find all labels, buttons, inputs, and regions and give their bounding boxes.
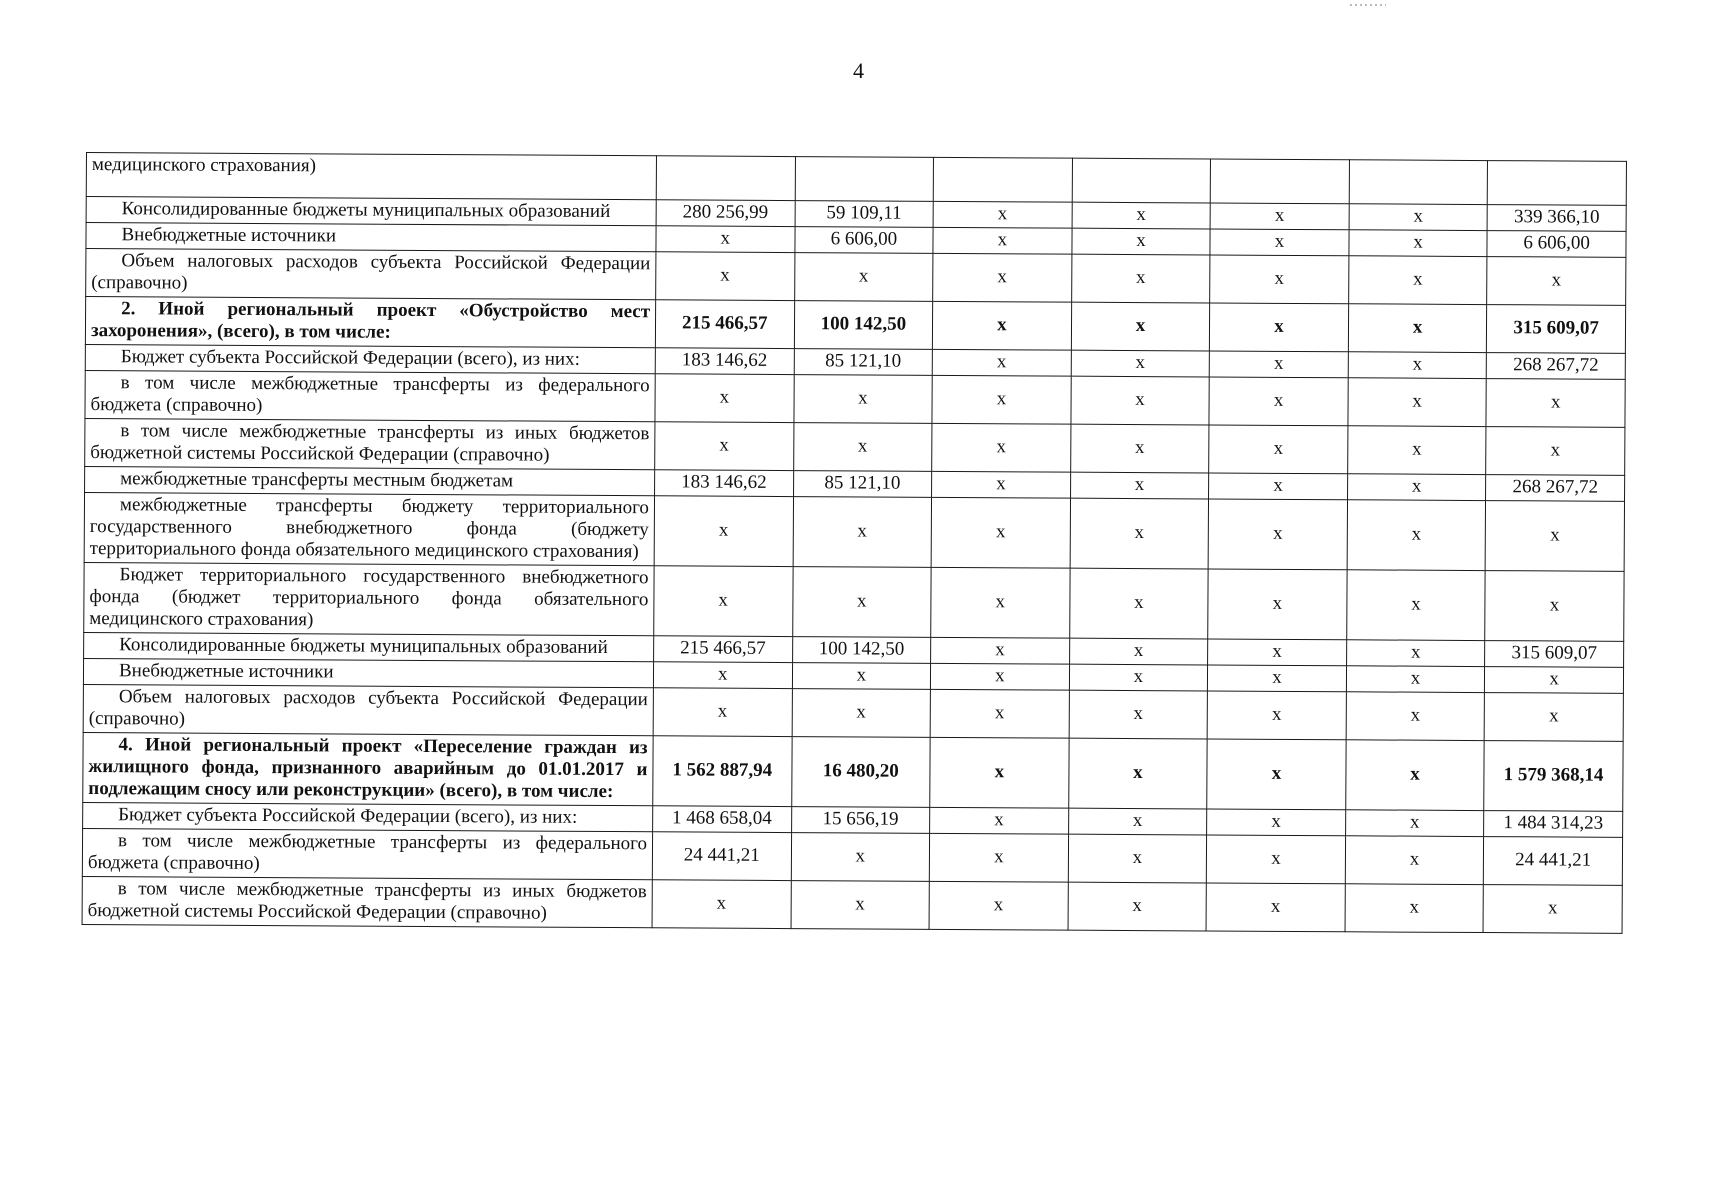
value-cell: x: [656, 226, 795, 253]
value-cell: x: [1207, 739, 1346, 810]
value-cell: x: [793, 497, 932, 568]
value-cell: x: [1210, 229, 1349, 256]
value-cell: x: [929, 881, 1068, 930]
value-cell: x: [1068, 882, 1207, 931]
row-label-cell: [85, 297, 655, 348]
value-cell: 1 468 658,04: [653, 806, 792, 833]
table-row: [84, 562, 1624, 641]
value-cell: x: [1207, 835, 1346, 884]
value-cell: 215 466,57: [654, 636, 793, 663]
value-cell: x: [1347, 474, 1486, 501]
value-cell: x: [1349, 204, 1488, 231]
row-label: Бюджет территориального государственного внебюджетного фонда (бюджет территориального фонда обязательного медицинского страхования): [89, 564, 649, 631]
value-cell: 315 609,07: [1487, 305, 1626, 354]
value-cell: x: [1069, 568, 1208, 639]
row-label: в том числе межбюджетные трансферты из федерального бюджета (справочно): [90, 372, 650, 417]
row-label-cell: [84, 562, 654, 635]
row-label: межбюджетные трансферты местным бюджетам: [120, 468, 514, 492]
value-cell: 16 480,20: [791, 737, 930, 808]
value-cell: 85 121,10: [794, 349, 933, 376]
value-cell: 268 267,72: [1487, 353, 1626, 380]
value-cell: x: [1346, 640, 1485, 667]
row-label-cell: [83, 658, 653, 687]
row-label: в том числе межбюджетные трансферты из иных бюджетов бюджетной системы Российской Федерации (справочно): [90, 420, 650, 466]
row-label-cell: [82, 876, 652, 927]
row-label: Консолидированные бюджеты муниципальных образований: [119, 634, 608, 659]
value-cell: 100 142,50: [792, 637, 931, 664]
table-row: [84, 492, 1624, 571]
value-cell: x: [931, 567, 1070, 638]
value-cell: x: [931, 637, 1070, 664]
value-cell: x: [932, 423, 1071, 472]
value-cell: [1349, 160, 1488, 205]
value-cell: 1 579 368,14: [1484, 741, 1623, 812]
row-label-cell: [86, 197, 656, 226]
value-cell: x: [933, 253, 1072, 302]
value-cell: 100 142,50: [794, 301, 933, 350]
value-cell: x: [792, 689, 931, 738]
row-label-cell: [85, 466, 655, 495]
value-cell: x: [1069, 638, 1208, 665]
value-cell: x: [1208, 569, 1347, 640]
value-cell: x: [793, 423, 932, 472]
value-cell: x: [1485, 667, 1624, 694]
row-label-cell: [84, 492, 654, 565]
value-cell: x: [1207, 691, 1346, 740]
value-cell: x: [933, 301, 1072, 350]
value-cell: x: [932, 349, 1071, 376]
value-cell: 339 366,10: [1487, 205, 1626, 232]
row-label-cell: [82, 828, 652, 879]
value-cell: x: [1486, 379, 1625, 428]
page-number: 4: [853, 58, 864, 83]
value-cell: x: [1207, 809, 1346, 836]
value-cell: x: [933, 201, 1072, 228]
value-cell: x: [794, 253, 933, 302]
scan-speck: [1350, 4, 1386, 6]
row-label-cell: [85, 344, 655, 373]
value-cell: 59 109,11: [795, 201, 934, 228]
table-row: [85, 370, 1625, 427]
value-cell: x: [1072, 228, 1211, 255]
value-cell: x: [1206, 883, 1345, 932]
value-cell: x: [1485, 693, 1624, 742]
value-cell: [795, 157, 934, 202]
value-cell: [1210, 159, 1349, 204]
value-cell: x: [794, 375, 933, 424]
row-label: Внебюджетные источники: [121, 224, 337, 247]
value-cell: x: [929, 833, 1068, 882]
row-label: в том числе межбюджетные трансферты из федерального бюджета (справочно): [87, 830, 648, 875]
value-cell: x: [1069, 690, 1208, 739]
row-label: в том числе межбюджетные трансферты из иных бюджетов бюджетной системы Российской Федерации (справочно): [87, 878, 647, 924]
value-cell: x: [1209, 377, 1348, 426]
row-label: Объем налоговых расходов субъекта Российской Федерации (справочно): [91, 250, 651, 294]
table-row: [85, 418, 1625, 475]
value-cell: x: [1348, 352, 1487, 379]
row-label-cell: [84, 632, 654, 661]
value-cell: 315 609,07: [1485, 641, 1624, 668]
value-cell: x: [1071, 376, 1210, 425]
budget-table: [82, 152, 1627, 934]
value-cell: x: [1483, 885, 1622, 934]
table-row: [83, 732, 1623, 811]
value-cell: 183 146,62: [655, 348, 794, 375]
table-row: [82, 876, 1622, 933]
value-cell: x: [1070, 498, 1209, 569]
value-cell: x: [1209, 473, 1348, 500]
value-cell: x: [1345, 884, 1484, 933]
value-cell: x: [1345, 810, 1484, 837]
value-cell: 85 121,10: [793, 471, 932, 498]
value-cell: 24 441,21: [1484, 837, 1623, 886]
value-cell: x: [656, 252, 795, 301]
value-cell: x: [1487, 257, 1626, 306]
value-cell: x: [792, 567, 931, 638]
value-cell: 280 256,99: [656, 200, 795, 227]
value-cell: x: [1210, 203, 1349, 230]
value-cell: 183 146,62: [655, 470, 794, 497]
row-label-cell: [83, 684, 653, 735]
budget-table-body: [82, 153, 1626, 934]
row-label: Бюджет субъекта Российской Федерации (всего), из них:: [120, 346, 580, 370]
value-cell: x: [652, 880, 791, 929]
value-cell: x: [655, 374, 794, 423]
value-cell: x: [1068, 834, 1207, 883]
value-cell: x: [791, 833, 930, 882]
value-cell: x: [1347, 500, 1486, 571]
value-cell: 215 466,57: [655, 300, 794, 349]
row-label-cell: [83, 732, 653, 805]
value-cell: x: [653, 688, 792, 737]
value-cell: x: [931, 497, 1070, 568]
value-cell: 15 656,19: [791, 807, 930, 834]
value-cell: x: [933, 227, 1072, 254]
table-row: [85, 297, 1625, 354]
value-cell: x: [654, 496, 793, 567]
value-cell: x: [1068, 808, 1207, 835]
value-cell: x: [1485, 501, 1624, 572]
value-cell: x: [1208, 499, 1347, 570]
value-cell: x: [1071, 350, 1210, 377]
value-cell: x: [653, 662, 792, 689]
value-cell: x: [1348, 256, 1487, 305]
value-cell: x: [1209, 425, 1348, 474]
value-cell: x: [1345, 836, 1484, 885]
value-cell: [1072, 158, 1211, 203]
value-cell: [933, 157, 1072, 202]
value-cell: x: [1209, 351, 1348, 378]
row-label-cell: [85, 418, 655, 469]
value-cell: x: [1070, 424, 1209, 473]
value-cell: x: [1347, 570, 1486, 641]
value-cell: x: [1347, 426, 1486, 475]
value-cell: x: [655, 422, 794, 471]
value-cell: x: [1070, 472, 1209, 499]
value-cell: 6 606,00: [1487, 231, 1626, 258]
row-label: Объем налоговых расходов субъекта Российской Федерации (справочно): [88, 686, 648, 730]
value-cell: x: [1485, 571, 1624, 642]
value-cell: x: [1486, 427, 1625, 476]
value-cell: [1488, 161, 1627, 206]
row-label-cell: [85, 370, 655, 421]
value-cell: x: [1069, 664, 1208, 691]
value-cell: x: [1210, 303, 1349, 352]
row-label-cell: [83, 802, 653, 831]
value-cell: x: [1346, 692, 1485, 741]
value-cell: 24 441,21: [652, 832, 791, 881]
value-cell: 268 267,72: [1486, 475, 1625, 502]
value-cell: x: [1349, 230, 1488, 257]
value-cell: x: [930, 689, 1069, 738]
value-cell: x: [1208, 639, 1347, 666]
value-cell: x: [1348, 378, 1487, 427]
value-cell: x: [1071, 254, 1210, 303]
value-cell: 6 606,00: [794, 227, 933, 254]
value-cell: x: [792, 663, 931, 690]
value-cell: 1 484 314,23: [1484, 811, 1623, 838]
row-label: межбюджетные трансферты бюджету территориального государственного внебюджетного фонда (бюджету территориального фонда обязательного медицинского страхования): [89, 494, 650, 563]
value-cell: x: [1072, 202, 1211, 229]
value-cell: x: [791, 881, 930, 930]
row-label: Внебюджетные источники: [118, 660, 334, 683]
value-cell: x: [1348, 304, 1487, 353]
row-label: 4. Иной региональный проект «Переселение граждан из жилищного фонда, признанного аварийным до 01.01.2017 и подлежащим сносу или реконструкции» (всего), в том числе:: [88, 734, 648, 803]
value-cell: x: [1346, 740, 1485, 811]
value-cell: x: [1208, 665, 1347, 692]
value-cell: x: [930, 737, 1069, 808]
row-label: Бюджет субъекта Российской Федерации (всего), из них:: [118, 804, 578, 828]
row-label: Консолидированные бюджеты муниципальных образований: [121, 198, 611, 223]
table-row: [86, 249, 1626, 306]
row-label: медицинского страхования): [91, 154, 317, 177]
value-cell: x: [931, 663, 1070, 690]
value-cell: x: [654, 566, 793, 637]
row-label: 2. Иной региональный проект «Обустройство мест захоронения», (всего), в том числе:: [90, 298, 651, 343]
value-cell: [656, 156, 795, 201]
value-cell: x: [1346, 666, 1485, 693]
value-cell: 1 562 887,94: [653, 736, 792, 807]
row-label-cell: [86, 223, 656, 252]
value-cell: x: [1068, 738, 1207, 809]
value-cell: x: [932, 471, 1071, 498]
row-label-cell: [86, 153, 656, 200]
value-cell: x: [1071, 302, 1210, 351]
value-cell: x: [932, 375, 1071, 424]
value-cell: x: [930, 807, 1069, 834]
row-label-cell: [86, 249, 656, 300]
value-cell: x: [1210, 255, 1349, 304]
